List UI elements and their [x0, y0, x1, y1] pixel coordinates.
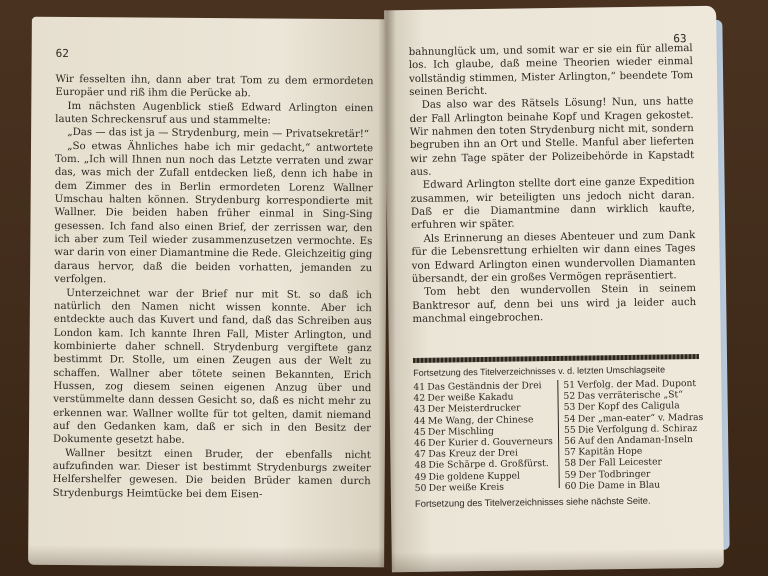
- entry-number: 43: [413, 404, 426, 416]
- entry-title: Das Kreuz der Drei: [428, 447, 518, 460]
- page-shadow: [28, 545, 384, 567]
- list-item: [565, 479, 705, 492]
- continuation-heading: Fortsetzung des Titelverzeichnisses v. d. letzten Umschlagseite: [413, 364, 666, 378]
- paragraph: „Das — das ist ja — Strydenburg, mein — Privatsekretär!“: [67, 127, 370, 141]
- entry-number: 46: [414, 437, 426, 449]
- entry-title: Die goldene Kuppel: [428, 470, 521, 483]
- entry-number: 47: [414, 449, 427, 461]
- book-gutter: [378, 10, 396, 570]
- list-item: [415, 481, 555, 494]
- entry-title: Me Wang, der Chinese: [427, 413, 534, 427]
- entry-number: 50: [414, 482, 427, 494]
- entry-title: Die Dame in Blau: [578, 479, 661, 492]
- entry-title: Der Kurier d. Gouverneurs: [428, 436, 553, 449]
- left-page: [28, 17, 388, 567]
- left-page-text: [53, 73, 374, 502]
- entry-title: Der Mischling: [427, 425, 494, 438]
- paragraph: Als Erinnerung an dieses Abenteuer und zum Dank für die Lebensrettung erhielten wir dann eines Tages von Edward Arlington einen wundervollen Diamanten übersandt, der ein großes Vermögen repräsentiert.: [411, 229, 696, 285]
- page-number: 63: [673, 32, 687, 46]
- continuation-footer: Fortsetzung des Titelverzeichnisses siehe nächste Seite.: [414, 494, 651, 509]
- paragraph: Edward Arlington stellte dort eine ganze Expedition zusammen, wir beteiligten uns jedoch nicht daran. Daß er die Diamantmine dann wirklich kaufte, erfuhren wir später.: [410, 176, 695, 232]
- entry-title: Der weiße Kakadu: [427, 391, 514, 404]
- entry-title: Der Meisterdrucker: [427, 402, 521, 416]
- entry-number: 58: [564, 458, 577, 470]
- right-page: [384, 6, 724, 573]
- entry-title: Die Verfolgung d. Schiraz: [577, 422, 698, 436]
- entry-number: 57: [564, 446, 577, 459]
- title-index-column-left: [413, 380, 559, 494]
- entry-number: 41: [413, 381, 426, 393]
- paragraph: Tom hebt den wundervollen Stein in seinem Banktresor auf, denn bei uns wird ja leider auch manchmal eingebrochen.: [412, 283, 697, 325]
- entry-title: Das verräterische „St“: [577, 389, 683, 402]
- entry-number: 52: [563, 390, 576, 403]
- entry-number: 51: [563, 379, 576, 391]
- entry-number: 56: [564, 435, 576, 447]
- entry-number: 60: [564, 480, 577, 492]
- entry-number: 42: [413, 393, 426, 405]
- paragraph: Unterzeichnet war der Brief nur mit St. so daß ich natürlich den Namen nicht wissen konnte. Aber ich entdeckte auch das Kuvert und fand, daß das Schreiben aus London kam. Ich kannte Ihren Fall, Mister Arlington, und kombinierte daher schnell. Strydenburg vergiftete ganz bestimmt Dr. Stolle, um einen Zeugen aus der Welt zu schaffen. Wallner aber tötete seinen Bekannten, Erich Hussen, zog diesem seinen eigenen Anzug über und verstümmelte dann dessen Gesicht so, daß es nicht mehr zu erkennen war. Wallner wollte für tot gelten, damit niemand auf den Gedanken kam, daß er sich in den Besitz der Dokumente gesetzt habe.: [52, 287, 373, 447]
- entry-number: 54: [563, 413, 576, 425]
- entry-title: Die Schärpe d. Großfürst.: [428, 458, 549, 472]
- paragraph: „So etwas Ähnliches habe ich mir gedacht,“ antwortete Tom. „Ich will Ihnen nun noch das Letzte verraten und zwar das, was mich der Zufall entdecken ließ, denn ich habe in dem Zimmer des in Berlin ermordeten Lorenz Wallner Umschau halten können. Strydenburg korrespondierte mit Wallner. Die beiden haben früher einmal in Sing-Sing gesessen. Ich fand also einen Brief, der zerrissen war, den ich aber zum Teil wieder zusammenzusetzen vermochte. Es war darin von einer Diamantmine die Rede. Gleichzeitig ging daraus hervor, daß die beiden vorhatten, jemanden zu verfolgen.: [54, 140, 374, 286]
- entry-title: Der Kopf des Caligula: [577, 400, 680, 414]
- divider: [413, 354, 699, 363]
- entry-number: 59: [564, 469, 577, 481]
- paragraph: Wallner besitzt einen Bruder, der ebenfalls nicht aufzufinden war. Dieser ist bestimmt Strydenburgs zweiter Helfershelfer gewesen. Die beiden Brüder kamen durch Strydenburgs Heimtücke bei dem Eisen-: [52, 447, 371, 501]
- entry-title: Der Fall Leicester: [578, 456, 662, 470]
- entry-number: 44: [413, 415, 426, 427]
- entry-number: 45: [413, 426, 426, 438]
- page-number: 62: [55, 46, 69, 61]
- entry-title: Der „man-eater“ v. Madras: [577, 411, 704, 425]
- entry-number: 48: [414, 460, 427, 472]
- entry-title: Der weiße Kreis: [428, 481, 505, 494]
- right-page-text: [409, 42, 697, 326]
- entry-number: 49: [414, 471, 427, 483]
- entry-title: Kapitän Hope: [578, 446, 643, 458]
- entry-title: Das Geständnis der Drei: [427, 380, 542, 393]
- entry-number: 55: [563, 424, 576, 436]
- title-index-column-right: [563, 378, 705, 492]
- entry-title: Verfolg. der Mad. Dupont: [577, 378, 697, 391]
- entry-title: Auf den Andaman-Inseln: [578, 434, 693, 447]
- paragraph: Wir fesselten ihn, dann aber trat Tom zu dem ermordeten Europäer und riß ihm die Perücke ab.: [55, 73, 374, 100]
- paragraph: Das also war des Rätsels Lösung! Nun, uns hatte der Fall Arlington beinahe Kopf und Kragen gekostet. Wir nahmen den toten Strydenburg nicht mit, sondern begruben ihn an Ort und Stelle. Manful aber lieferten wir zehn Tage später der Polizeibehörde in Kapstadt aus.: [409, 96, 695, 179]
- entry-title: Der Todbringer: [578, 468, 651, 481]
- paragraph: bahnunglück um, und somit war er sie ein für allemal los. Ich glaube, daß meine Theorien wieder einmal vollständig stimmen, Mister Arlington,“ beendete Tom seinen Bericht.: [408, 43, 694, 99]
- entry-number: 53: [563, 402, 576, 414]
- page-shadow: [392, 548, 724, 573]
- title-index: [413, 378, 705, 494]
- paragraph: Im nächsten Augenblick stieß Edward Arlington einen lauten Schreckensruf aus und stammelte:: [55, 100, 374, 127]
